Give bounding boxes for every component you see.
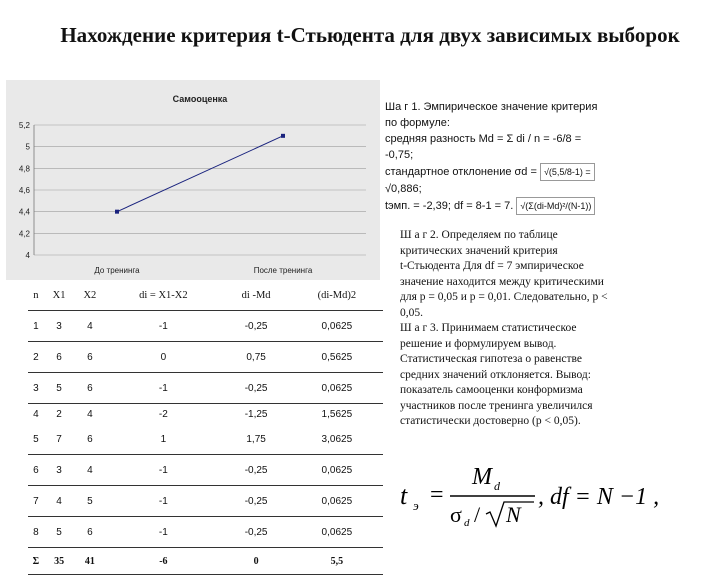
y-tick-label: 4 [25,251,30,260]
table-cell: 0,0625 [291,373,383,404]
table-cell: 0,0625 [291,311,383,342]
table-cell: 2 [28,342,44,373]
step3-line: показатель самооценки конформизма [400,384,583,396]
page-title: Нахождение критерия t-Стьюдента для двух зависимых выборок [60,23,680,47]
table-cell: 0 [105,342,221,373]
step3-line: Ш а г 3. Принимаем статистическое [400,322,577,334]
step1-line: стандартное отклонение σd = [385,166,537,178]
formula-root-n: N [506,502,521,527]
table-row [28,373,383,404]
formula-sigma: σ [450,502,462,527]
sd-formula-box: √(5,5/8-1) = [540,163,595,181]
step2-line: критических значений критерия [400,244,558,257]
table-cell: 1,5625 [321,408,353,420]
table-cell: 6 [74,517,105,548]
table-cell: -0,25 [222,486,291,517]
table-total-row [28,548,383,575]
chart-svg [6,80,380,280]
table-cell: 6 [74,424,105,455]
table-cell: 41 [74,548,105,575]
step2-line: 0,05. [400,306,423,319]
data-point [281,134,285,138]
table-cell: -0,25 [222,311,291,342]
step2-line: t-Стьюдента Для df = 7 эмпирическое [400,260,584,272]
step1-line: tэмп. = -2,39; df = 8-1 = 7. [385,200,514,212]
step3-line: Статистическая гипотеза о равенстве [400,353,583,365]
table-header: di -Md [222,280,291,311]
table-header: X1 [44,280,75,311]
formula-numerator-sub: d [494,479,500,493]
table-cell: -1 [105,373,221,404]
table-cell: 5 [44,373,75,404]
table-row [28,486,383,517]
table-cell: 4 [87,408,93,420]
t-statistic-formula [400,458,690,528]
y-tick-label: 4,2 [18,229,30,239]
table-cell: 2 [56,408,62,420]
table-row [28,517,383,548]
table-row [28,455,383,486]
table-cell: 1 [105,424,221,455]
sd-formula-image: √(Σ(di-Md)²/(N-1)) [516,197,595,215]
table-cell: 3 [44,455,75,486]
table-header: X2 [74,280,105,311]
table-cell: -2 [158,408,168,420]
formula-t: t [400,481,408,510]
data-table [28,280,383,575]
table-cell: 8 [28,517,44,548]
y-tick-label: 5,2 [18,121,30,130]
data-point [115,210,119,214]
step1-line: средняя разность Md = Σ di / n = -6/8 = [385,133,582,145]
table-cell: 4 [74,455,105,486]
table-cell: 1,75 [222,424,291,455]
x-tick-label: До тренинга [94,266,140,275]
table-cell: -1 [105,311,221,342]
formula-t-sub: э [413,498,419,513]
table-row [28,311,383,342]
sum-symbol: Σ [28,548,44,575]
table-header: n [28,280,44,311]
table-cell: -1 [105,455,221,486]
y-tick-label: 4,6 [18,186,30,195]
table-cell: 1 [28,311,44,342]
table-cell: 6 [74,373,105,404]
table-cell: -0,25 [222,373,291,404]
step1-text [385,99,698,215]
table-cell: -0,25 [222,517,291,548]
table-cell: 5 [74,486,105,517]
table-cell: 0,0625 [291,455,383,486]
table-header: di = X1-X2 [105,280,221,311]
series-line [117,136,283,212]
formula-slash: / [474,502,481,527]
step3-line: участников после тренинга увеличился [400,399,593,412]
steps-2-3-text [400,228,705,430]
table-cell: -6 [105,548,221,575]
step3-line: средних значений отклоняется. Вывод: [400,368,591,381]
y-tick-label: 5 [25,142,30,152]
step2-line: для p = 0,05 и p = 0,01. Следовательно, p < [400,291,608,303]
table-cell: 3 [44,311,75,342]
table-cell: -1,25 [244,408,268,420]
table-row [28,404,383,425]
formula-df: , df = N −1 , [538,484,660,510]
table-header: (di-Md)2 [291,280,383,311]
table-cell: 0 [222,548,291,575]
table-row [28,424,383,455]
table-cell: 5 [44,517,75,548]
table-cell: 6 [74,342,105,373]
step1-line: √0,886; [385,183,422,195]
table-cell: 7 [44,424,75,455]
step3-line: решение и формулируем вывод. [400,337,557,350]
table-cell: 6 [44,342,75,373]
step3-line: статистически достоверно (p < 0,05). [400,415,581,427]
formula-sigma-sub: d [464,517,470,528]
table-cell: 0,5625 [291,342,383,373]
table-cell: 3 [28,373,44,404]
step1-line: по формуле: [385,117,450,129]
chart-title: Самооценка [172,94,228,104]
y-tick-label: 4,8 [18,164,30,174]
formula-numerator: M [472,464,492,490]
table-cell: 0,75 [222,342,291,373]
table-cell: 4 [33,408,39,420]
formula-equals: = [430,482,444,508]
step1-line: -0,75; [385,149,414,161]
table-cell: -0,25 [222,455,291,486]
table-header-row [28,280,383,311]
table-row [28,342,383,373]
table-cell: 5 [28,424,44,455]
table-cell: 0,0625 [291,517,383,548]
self-esteem-chart [6,80,380,280]
y-tick-label: 4,4 [18,207,30,217]
step2-line: Ш а г 2. Определяем по таблице [400,229,558,241]
table-cell: 4 [44,486,75,517]
table-cell: 7 [28,486,44,517]
table-cell: -1 [105,517,221,548]
x-tick-label: После тренинга [253,266,313,275]
table-cell: 3,0625 [291,424,383,455]
table-cell: 35 [44,548,75,575]
table-cell: 4 [74,311,105,342]
table-cell: 6 [28,455,44,486]
step2-line: значение находится между критическими [400,275,604,288]
table-cell: -1 [105,486,221,517]
table-cell: 0,0625 [291,486,383,517]
table-cell: 5,5 [291,548,383,575]
step1-line: Ша г 1. Эмпирическое значение критерия [385,101,598,113]
